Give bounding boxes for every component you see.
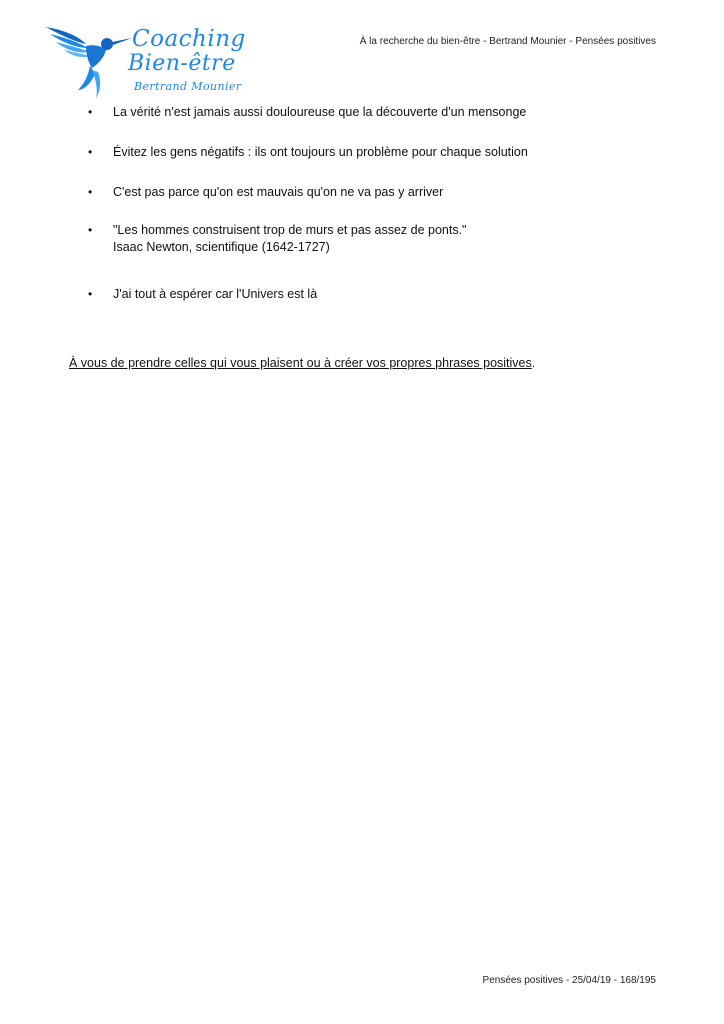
quote-list xyxy=(86,104,666,303)
quote-text: La vérité n'est jamais aussi douloureuse que la découverte d'un mensonge xyxy=(113,105,527,119)
bullet: • xyxy=(88,223,93,237)
hummingbird-icon xyxy=(44,24,134,102)
closing-underlined-text: À vous de prendre celles qui vous plaisent ou à créer vos propres phrases positives xyxy=(69,356,532,370)
quote-text: Évitez les gens négatifs : ils ont toujours un problème pour chaque solution xyxy=(113,145,528,159)
bullet: • xyxy=(88,287,93,301)
quote-attribution: Isaac Newton, scientifique (1642-1727) xyxy=(113,240,330,254)
bullet: • xyxy=(88,185,93,199)
logo xyxy=(44,24,244,102)
page-footer: Pensées positives - 25/04/19 - 168/195 xyxy=(482,975,656,986)
list-item xyxy=(86,222,666,256)
closing-period: . xyxy=(531,356,536,370)
quote-text: J'ai tout à espérer car l'Univers est là xyxy=(113,287,318,301)
list-item xyxy=(86,184,666,201)
logo-title-line1: Coaching xyxy=(132,26,246,52)
logo-subtitle: Bertrand Mounier xyxy=(134,80,242,93)
list-item xyxy=(86,286,666,303)
logo-title-line2: Bien-être xyxy=(128,51,236,76)
quote-text: "Les hommes construisent trop de murs et pas assez de ponts." xyxy=(113,223,467,237)
list-item xyxy=(86,104,666,121)
list-item xyxy=(86,144,666,161)
bullet: • xyxy=(88,145,93,159)
bullet: • xyxy=(88,105,93,119)
quote-text: C'est pas parce qu'on est mauvais qu'on ne va pas y arriver xyxy=(113,185,444,199)
header-title: À la recherche du bien-être - Bertrand Mounier - Pensées positives xyxy=(359,36,656,47)
closing-sentence xyxy=(69,356,535,370)
